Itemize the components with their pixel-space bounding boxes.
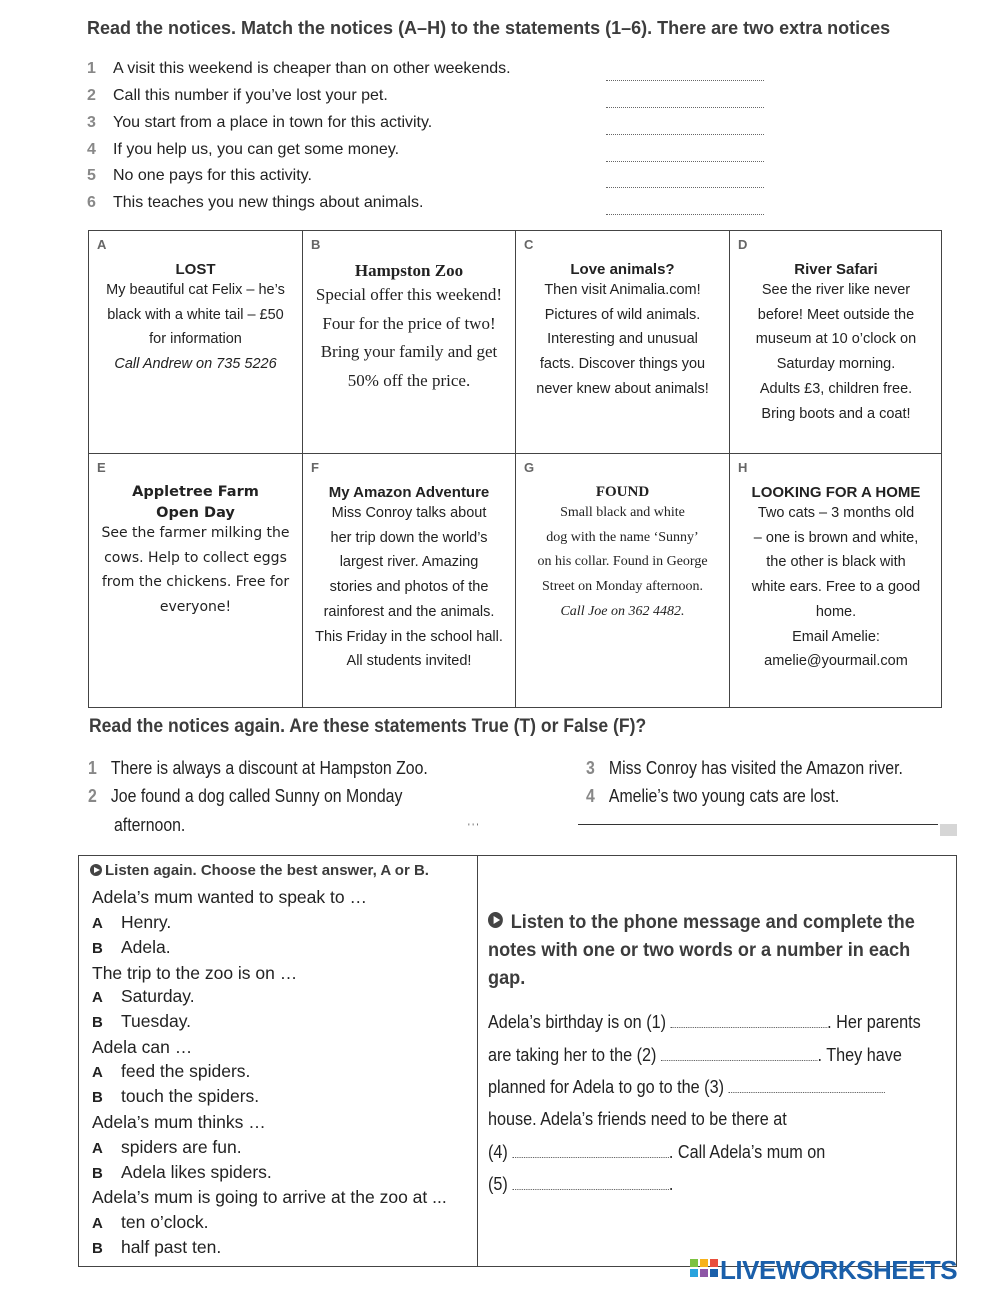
stray-marks: ' ' ' <box>468 822 479 832</box>
statement-4: 4 If you help us, you can get some money. <box>87 141 400 158</box>
option-3a[interactable]: A feed the spiders. <box>92 1061 251 1081</box>
statement-5: 5 No one pays for this activity. <box>87 167 312 184</box>
answer-input-6[interactable] <box>606 192 764 215</box>
notice-a-title: LOST <box>175 261 216 278</box>
gap-5[interactable] <box>512 1175 669 1190</box>
notice-h-title: LOOKING FOR A HOME <box>751 484 921 501</box>
answer-input-3[interactable] <box>606 112 764 135</box>
answer-input-2[interactable] <box>606 85 764 108</box>
answer-input-4[interactable] <box>606 139 764 162</box>
option-4b[interactable]: B Adela likes spiders. <box>92 1162 272 1182</box>
gap-4[interactable] <box>512 1143 669 1158</box>
notice-a: A LOST My beautiful cat Felix – he’s black with a white tail – £50 for information Call Andrew on 735 5226 <box>89 231 302 453</box>
listening-choice-box <box>78 855 478 1267</box>
notice-b-title: Hampston Zoo <box>354 261 464 280</box>
exercise-4-heading: Listen to the phone message and complete the notes with one or two words or a number in each gap. <box>488 911 915 989</box>
option-2a[interactable]: A Saturday. <box>92 986 195 1006</box>
tf-statement-1: 1 There is always a discount at Hampston Zoo. <box>88 758 428 778</box>
exercise-2-heading: Read the notices again. Are these statements True (T) or False (F)? <box>89 715 647 737</box>
question-4: Adela’s mum thinks … <box>92 1112 266 1132</box>
liveworksheets-icon <box>690 1255 718 1283</box>
notices-grid <box>88 230 942 708</box>
tf-statement-2-cont: afternoon. <box>114 815 186 835</box>
gap-1[interactable] <box>671 1013 828 1028</box>
statement-3: 3 You start from a place in town for this activity. <box>87 114 433 131</box>
notice-f: F My Amazon Adventure Miss Conroy talks about her trip down the world’s largest river. Amazing stories and photos of the rainforest and the animals. This Friday in the school hall. All students invited! <box>303 454 515 709</box>
gap-3[interactable] <box>728 1078 885 1093</box>
notice-b: B Hampston Zoo Special offer this weekend! Four for the price of two! Bring your family and get 50% off the price. <box>303 231 515 453</box>
grey-block <box>940 824 957 836</box>
gap-line-3: planned for Adela to go to the (3) <box>488 1077 885 1098</box>
answer-input-1[interactable] <box>606 58 764 81</box>
exercise-3-heading: Listen again. Choose the best answer, A or B. <box>90 862 429 879</box>
notice-c: C Love animals? Then visit Animalia.com! Pictures of wild animals. Interesting and unusual facts. Discover things you never knew about animals! <box>516 231 729 453</box>
notice-c-title: Love animals? <box>570 261 675 278</box>
notice-d: D River Safari See the river like never before! Meet outside the museum at 10 o’clock on Saturday morning. Adults £3, children free. Bring boots and a coat! <box>730 231 942 453</box>
option-1b[interactable]: B Adela. <box>92 937 171 957</box>
statement-2: 2 Call this number if you’ve lost your pet. <box>87 87 388 104</box>
option-5a[interactable]: A ten o’clock. <box>92 1212 209 1232</box>
question-2: The trip to the zoo is on … <box>92 963 298 983</box>
divider-line <box>578 824 938 825</box>
notice-g-title: FOUND <box>595 484 650 500</box>
option-5b[interactable]: B half past ten. <box>92 1237 222 1257</box>
notice-e-title: Appletree Farm <box>132 484 259 500</box>
answer-input-5[interactable] <box>606 165 764 188</box>
notice-e-subtitle: Open Day <box>156 505 235 521</box>
listening-gap-fill-box <box>477 855 957 1267</box>
question-1: Adela’s mum wanted to speak to … <box>92 887 367 907</box>
statement-1: 1 A visit this weekend is cheaper than on other weekends. <box>87 60 511 77</box>
audio-play-icon[interactable] <box>90 864 102 876</box>
tf-statement-4: 4 Amelie’s two young cats are lost. <box>586 786 840 806</box>
question-3: Adela can … <box>92 1037 193 1057</box>
gap-line-4: house. Adela’s friends need to be there at <box>488 1109 787 1129</box>
notice-e: E Appletree Farm Open Day See the farmer milking the cows. Help to collect eggs from the chickens. Free for everyone! <box>89 454 302 709</box>
tf-statement-2: 2 Joe found a dog called Sunny on Monday <box>88 786 403 806</box>
question-5: Adela’s mum is going to arrive at the zoo at ... <box>92 1187 447 1207</box>
option-3b[interactable]: B touch the spiders. <box>92 1086 260 1106</box>
liveworksheets-logo: LIVEWORKSHEETS <box>690 1255 957 1286</box>
notice-g: G FOUND Small black and white dog with the name ‘Sunny’ on his collar. Found in George Street on Monday afternoon. Call Joe on 362 4482. <box>516 454 729 709</box>
notice-d-title: River Safari <box>794 261 878 278</box>
option-4a[interactable]: A spiders are fun. <box>92 1137 242 1157</box>
notice-f-title: My Amazon Adventure <box>328 484 490 501</box>
statement-6: 6 This teaches you new things about animals. <box>87 194 424 211</box>
gap-line-5: (4) . Call Adela’s mum on <box>488 1142 826 1162</box>
tf-statement-3: 3 Miss Conroy has visited the Amazon river. <box>586 758 903 778</box>
option-2b[interactable]: B Tuesday. <box>92 1011 192 1031</box>
gap-line-2: are taking her to the (2) . They have <box>488 1045 902 1065</box>
exercise-1-heading: Read the notices. Match the notices (A–H) to the statements (1–6). There are two extra notices <box>87 18 891 38</box>
gap-line-1: Adela’s birthday is on (1) . Her parents <box>488 1012 921 1032</box>
gap-2[interactable] <box>661 1046 818 1061</box>
option-1a[interactable]: A Henry. <box>92 912 172 932</box>
audio-play-icon[interactable] <box>488 912 503 928</box>
gap-line-6: (5) . <box>488 1174 674 1194</box>
notice-h: H LOOKING FOR A HOME Two cats – 3 months old – one is brown and white, the other is black with white ears. Free to a good home. Email Amelie: amelie@yourmail.com <box>730 454 942 709</box>
